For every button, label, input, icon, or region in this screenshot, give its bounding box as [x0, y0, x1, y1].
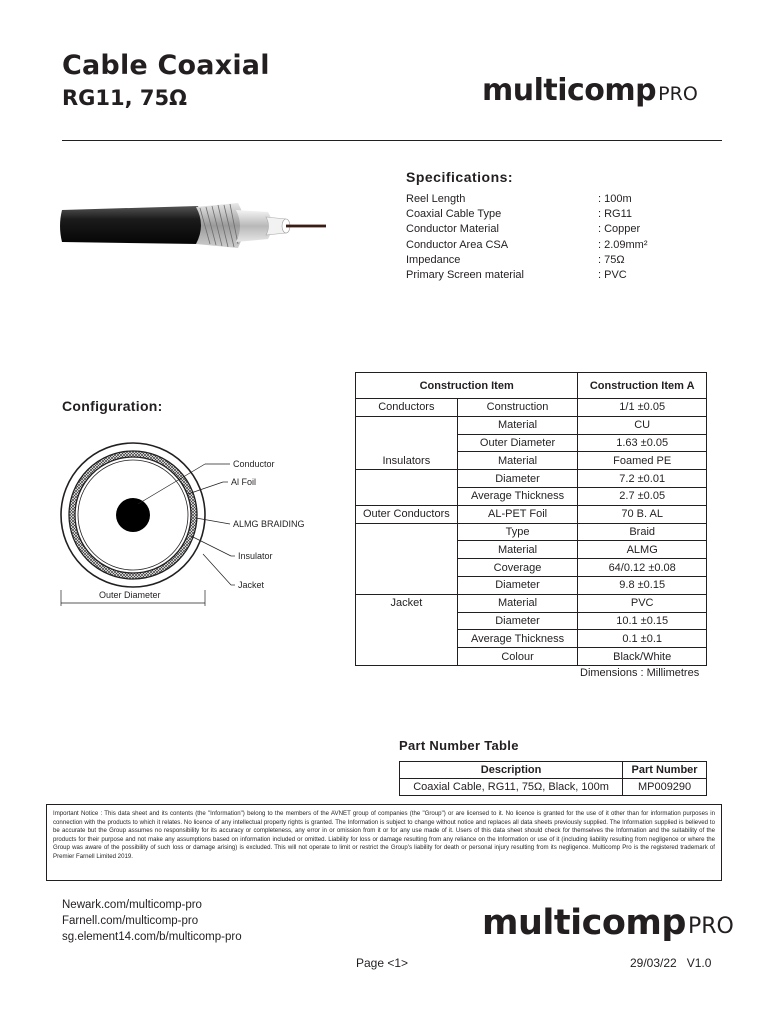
label-conductor: Conductor — [233, 459, 275, 469]
table-header-construction-item-a: Construction Item A — [578, 373, 707, 399]
spec-row — [406, 192, 726, 207]
row-group — [356, 559, 458, 577]
row-item: Average Thickness — [457, 487, 578, 505]
row-group — [356, 487, 458, 505]
row-value: ALMG — [578, 541, 707, 559]
conductor-core — [116, 498, 150, 532]
table-row — [356, 612, 707, 630]
row-group: Insulators — [356, 452, 458, 470]
row-item: Material — [457, 594, 578, 612]
document-date: 29/03/22 — [630, 956, 677, 970]
table-row — [356, 594, 707, 612]
table-row — [356, 541, 707, 559]
row-value: Braid — [578, 523, 707, 541]
part-number-table — [399, 761, 707, 796]
row-group: Jacket — [356, 594, 458, 612]
spec-value: : PVC — [598, 268, 627, 281]
part-number: MP009290 — [623, 779, 707, 796]
row-group — [356, 470, 458, 488]
spec-value: : 75Ω — [598, 253, 625, 266]
row-group — [356, 523, 458, 541]
table-row — [356, 559, 707, 577]
important-notice: Important Notice : This data sheet and its contents (the "Information") belong to the members of the AVNET group of companies (the "Group") or are licensed to it. No licence is granted for the use of it other than for information purposes in connection with the products to which it relates. No licence of any intellectual property rights is granted. The Information is subject to change without notice and replaces all data sheets previously supplied. The Information supplied is believed to be accurate but the Group assumes no responsibility for its accuracy or completeness, any error in or omission from it or for any use made of it. Users of this data sheet should check for themselves the Information and the suitability of the products for their purpose and not make any assumptions based on information included or omitted. Liability for loss or damage resulting from any reliance on the Information or use of it (including liability resulting from negligence or where the Group was aware of the possibility of such loss or damage arising) is excluded. This will not operate to limit or restrict the Group's liability for death or personal injury resulting from its negligence. Multicomp Pro is the registered trademark of Premier Farnell Limited 2019. — [46, 804, 722, 881]
spec-value: : 2.09mm² — [598, 238, 648, 251]
table-row — [356, 505, 707, 523]
row-item: AL-PET Foil — [457, 505, 578, 523]
row-value: 2.7 ±0.05 — [578, 487, 707, 505]
table-row — [356, 399, 707, 417]
table-row — [356, 487, 707, 505]
logo-suffix: PRO — [687, 914, 734, 939]
row-value: 10.1 ±0.15 — [578, 612, 707, 630]
row-group: Conductors — [356, 399, 458, 417]
dimensions-note: Dimensions : Millimetres — [580, 667, 700, 679]
link-newark[interactable]: Newark.com/multicomp-pro — [62, 899, 202, 911]
row-value: CU — [578, 416, 707, 434]
part-number-heading: Part Number Table — [399, 738, 519, 753]
row-item: Material — [457, 416, 578, 434]
spec-row — [406, 207, 726, 222]
part-description: Coaxial Cable, RG11, 75Ω, Black, 100m — [400, 779, 623, 796]
table-header-construction-item: Construction Item — [356, 373, 578, 399]
row-value: 7.2 ±0.01 — [578, 470, 707, 488]
row-item: Type — [457, 523, 578, 541]
spec-value: : Copper — [598, 223, 641, 236]
row-value: 64/0.12 ±0.08 — [578, 559, 707, 577]
row-item: Outer Diameter — [457, 434, 578, 452]
spec-row — [406, 222, 726, 237]
row-item: Diameter — [457, 576, 578, 594]
table-header-description: Description — [400, 762, 623, 779]
row-value: Foamed PE — [578, 452, 707, 470]
row-item: Coverage — [457, 559, 578, 577]
page-number: Page <1> — [356, 956, 409, 970]
row-item: Diameter — [457, 612, 578, 630]
row-group — [356, 576, 458, 594]
logo-wordmark: multicomp — [482, 73, 657, 108]
row-value: Black/White — [578, 648, 707, 666]
link-farnell[interactable]: Farnell.com/multicomp-pro — [62, 915, 199, 927]
specifications-list — [406, 192, 726, 283]
specifications-heading: Specifications: — [406, 169, 514, 185]
label-jacket: Jacket — [238, 580, 265, 590]
row-group — [356, 416, 458, 434]
table-row — [356, 452, 707, 470]
footer-brand-logo — [482, 903, 734, 943]
table-row — [356, 470, 707, 488]
footer-links — [62, 897, 242, 945]
row-item: Average Thickness — [457, 630, 578, 648]
table-row — [400, 779, 707, 796]
row-group — [356, 541, 458, 559]
table-row — [356, 523, 707, 541]
spec-row — [406, 238, 726, 253]
spec-label: Impedance — [406, 253, 461, 266]
logo-wordmark: multicomp — [482, 903, 686, 943]
row-value: 0.1 ±0.1 — [578, 630, 707, 648]
spec-label: Conductor Material — [406, 223, 499, 236]
label-insulator: Insulator — [238, 551, 273, 561]
row-value: 1.63 ±0.05 — [578, 434, 707, 452]
logo-suffix: PRO — [658, 83, 698, 105]
table-row — [356, 434, 707, 452]
configuration-heading: Configuration: — [62, 398, 163, 414]
link-element14[interactable]: sg.element14.com/b/multicomp-pro — [62, 931, 242, 943]
row-group: Outer Conductors — [356, 505, 458, 523]
table-header-part-number: Part Number — [623, 762, 707, 779]
row-group — [356, 434, 458, 452]
spec-value: : RG11 — [598, 208, 633, 221]
row-item: Diameter — [457, 470, 578, 488]
cable-product-image — [60, 192, 330, 258]
table-row — [356, 416, 707, 434]
row-value: 9.8 ±0.15 — [578, 576, 707, 594]
label-almg-braiding: ALMG BRAIDING — [233, 519, 305, 529]
row-group — [356, 630, 458, 648]
page-title: Cable Coaxial — [62, 50, 270, 81]
cable-cross-section-diagram — [55, 440, 315, 615]
date-version — [630, 956, 711, 970]
table-row — [356, 630, 707, 648]
header-divider — [62, 140, 722, 141]
document-version: V1.0 — [686, 956, 712, 970]
table-row — [356, 576, 707, 594]
spec-label: Reel Length — [406, 193, 466, 205]
spec-row — [406, 268, 726, 283]
row-group — [356, 648, 458, 666]
spec-row — [406, 253, 726, 268]
spec-label: Primary Screen material — [406, 268, 524, 281]
row-item: Material — [457, 452, 578, 470]
spec-label: Conductor Area CSA — [406, 238, 509, 251]
row-value: PVC — [578, 594, 707, 612]
row-value: 70 B. AL — [578, 505, 707, 523]
row-value: 1/1 ±0.05 — [578, 399, 707, 417]
row-item: Colour — [457, 648, 578, 666]
row-item: Material — [457, 541, 578, 559]
spec-value: : 100m — [598, 193, 632, 205]
spec-label: Coaxial Cable Type — [406, 208, 502, 221]
construction-table — [355, 372, 707, 666]
row-group — [356, 612, 458, 630]
label-outer-diameter: Outer Diameter — [99, 590, 161, 600]
label-al-foil: Al Foil — [231, 477, 257, 487]
table-row — [356, 648, 707, 666]
brand-logo — [482, 73, 698, 108]
row-item: Construction — [457, 399, 578, 417]
page-subtitle: RG11, 75Ω — [62, 86, 187, 110]
